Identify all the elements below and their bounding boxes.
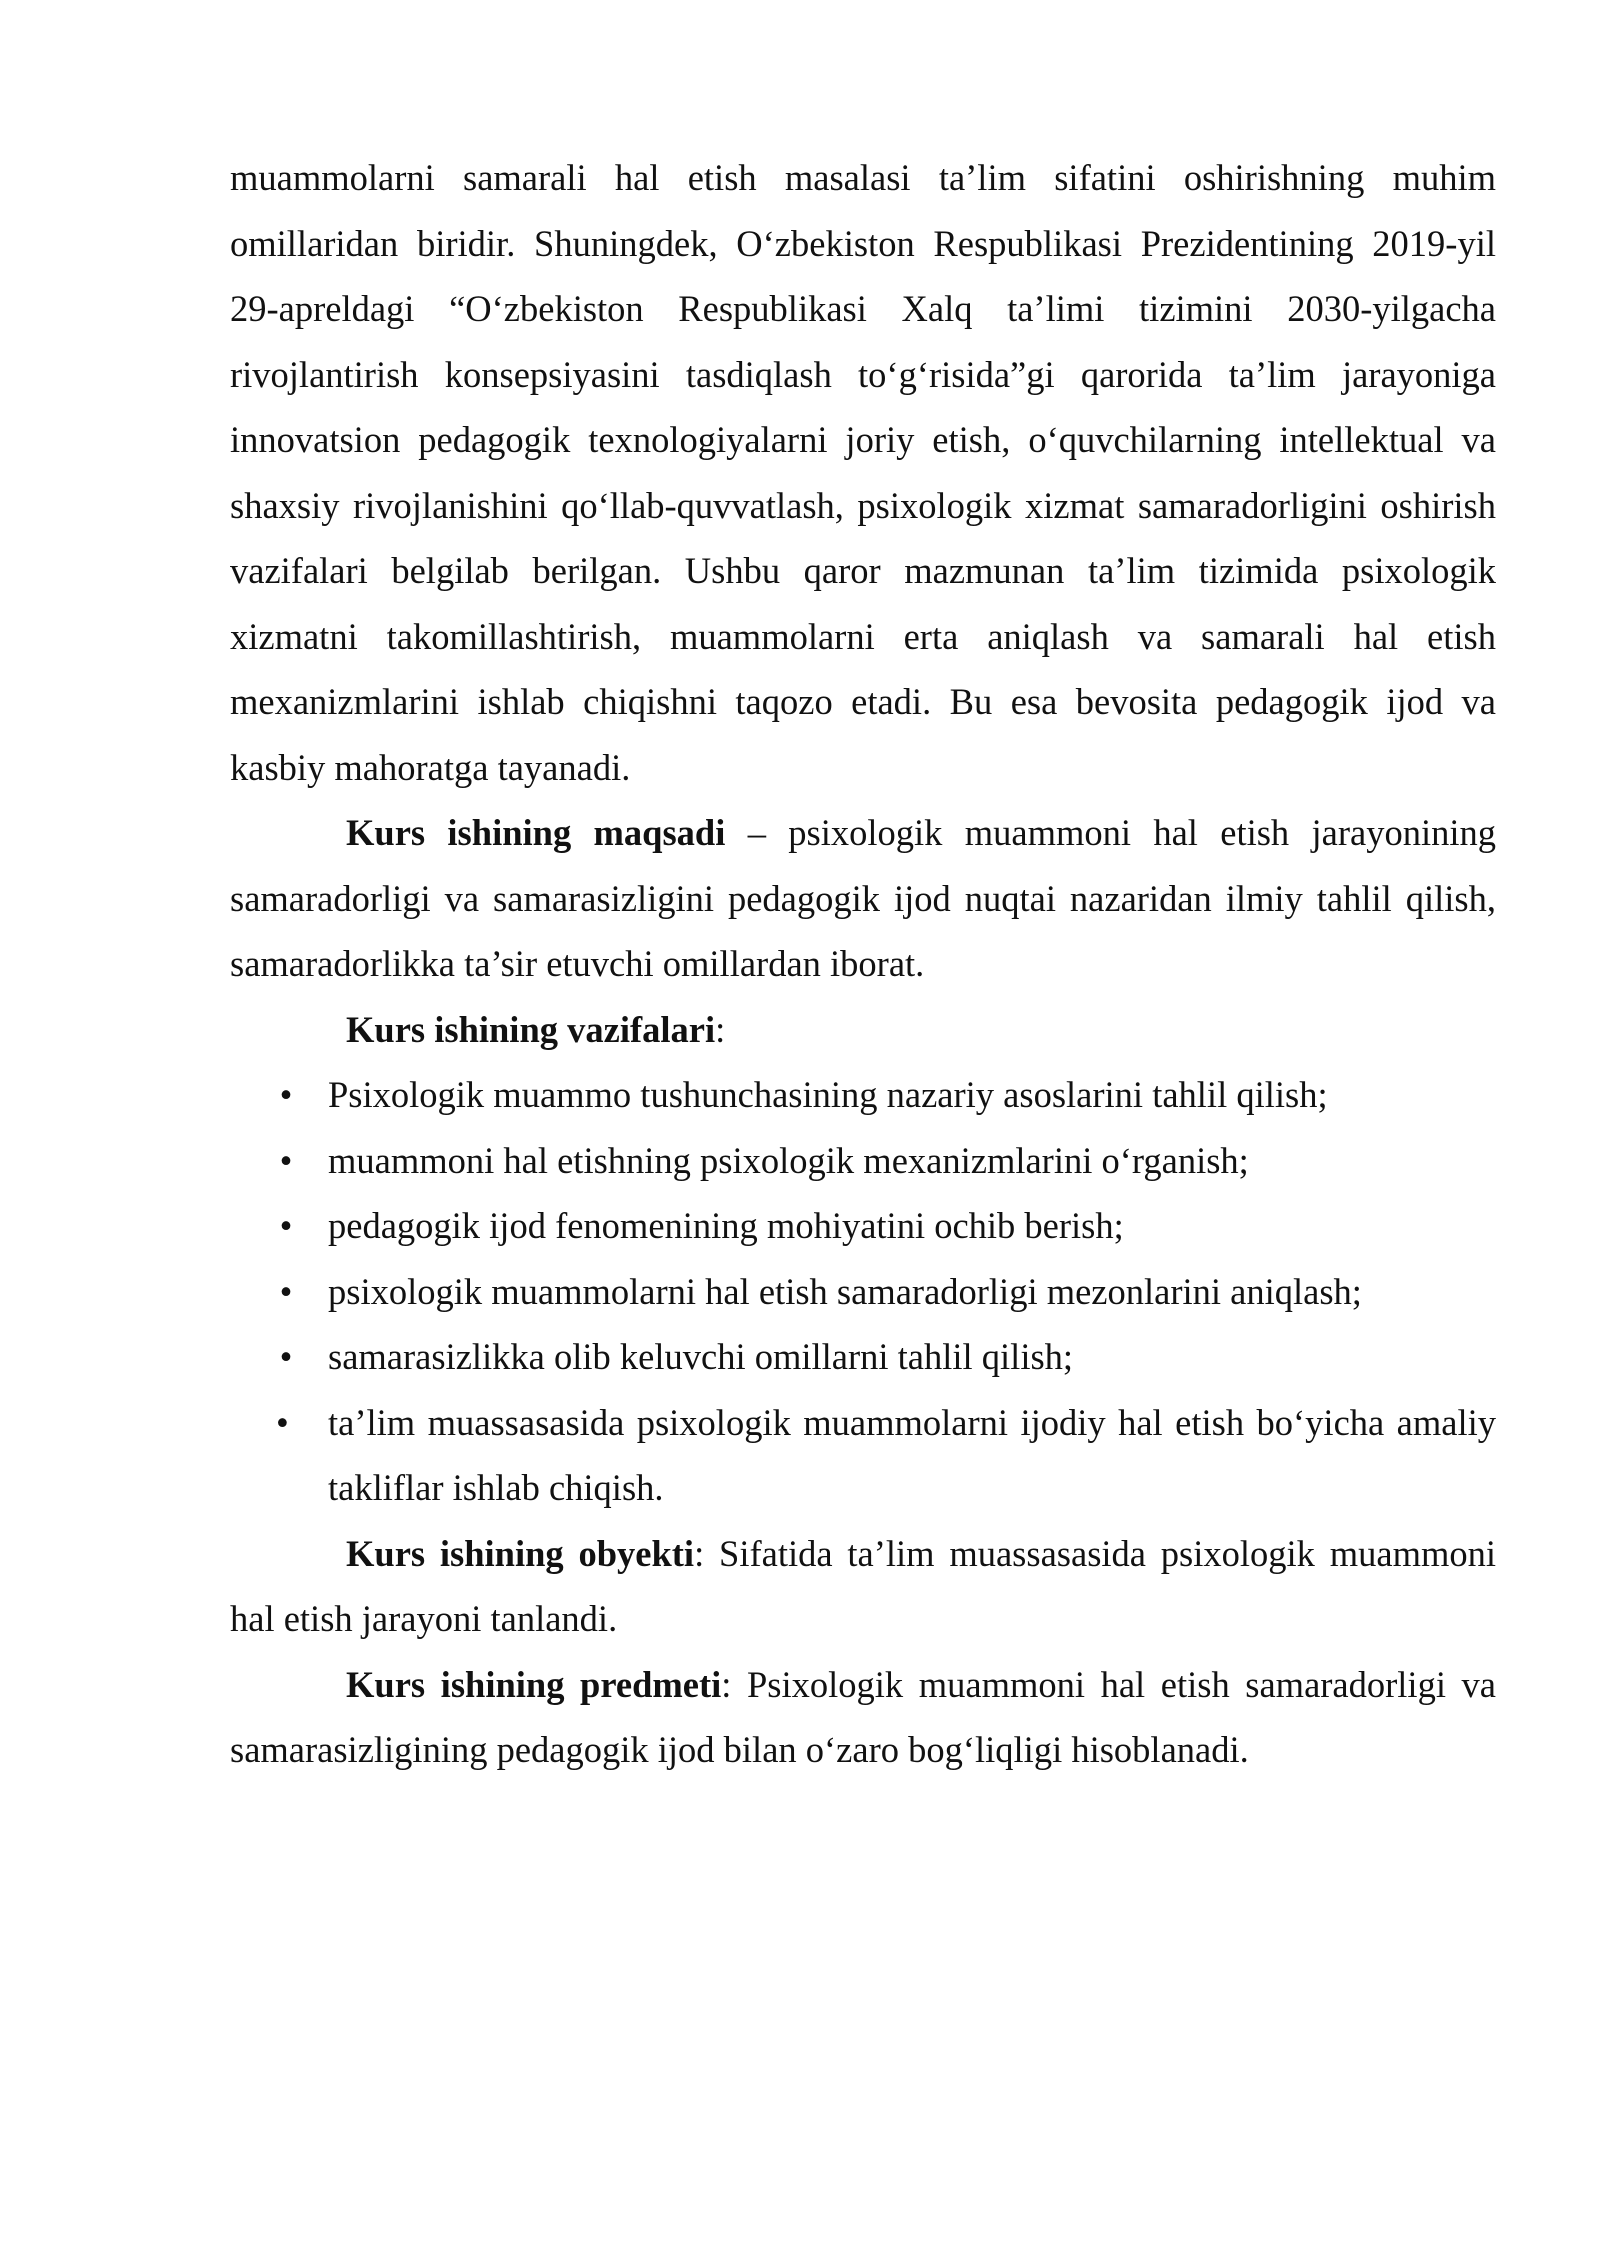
list-item xyxy=(230,1062,1496,1128)
subject-text: : Psixologik muammoni hal etish samaradorligi va samarasizligining pedagogik ijod bilan o‘zaro bog‘liqligi hisoblanadi. xyxy=(230,1663,1496,1770)
document-page xyxy=(230,145,1496,1783)
list-item-text: samarasizlikka olib keluvchi omillarni tahlil qilish; xyxy=(328,1336,1074,1377)
list-item-text: muammoni hal etishning psixologik mexanizmlarini o‘rganish; xyxy=(328,1139,1249,1181)
list-item-text: psixologik muammolarni hal etish samaradorligi mezonlarini aniqlash; xyxy=(328,1270,1362,1312)
subject-paragraph xyxy=(230,1652,1496,1783)
bullet-icon: • xyxy=(276,1401,289,1443)
object-paragraph xyxy=(230,1521,1496,1652)
intro-paragraph: muammolarni samarali hal etish masalasi ta’lim sifatini oshirishning muhim omillaridan biridir. Shuningdek, O‘zbekiston Respublikasi Prezidentining 2019-yil 29-apreldagi “O‘zbekiston Respublikasi Xalq ta’limi tizimini 2030-yilgacha rivojlantirish konsepsiyasini tasdiqlash to‘g‘risida”gi qarorida ta’lim jarayoniga innovatsion pedagogik texnologiyalarni joriy etish, o‘quvchilarning intellektual va shaxsiy rivojlanishini qo‘llab-quvvatlash, psixologik xizmat samaradorligini oshirish vazifalari belgilab berilgan. Ushbu qaror mazmunan ta’lim tizimida psixologik xizmatni takomillashtirish, muammolarni erta aniqlash va samarali hal etish mexanizmlarini ishlab chiqishni taqozo etadi. Bu esa bevosita pedagogik ijod va kasbiy mahoratga tayanadi. xyxy=(230,157,1496,788)
bullet-icon: • xyxy=(279,1205,293,1246)
list-item-text: Psixologik muammo tushunchasining nazariy asoslarini tahlil qilish; xyxy=(328,1074,1328,1115)
object-text: : Sifatida ta’lim muassasasida psixologik muammoni hal etish jarayoni tanlandi. xyxy=(230,1532,1496,1639)
list-item xyxy=(230,1128,1496,1194)
goal-text: – psixologik muammoni hal etish jarayonining samaradorligi va samarasizligini pedagogik ijod nuqtai nazaridan ilmiy tahlil qilish, samaradorlikka ta’sir etuvchi omillardan iborat. xyxy=(230,812,1496,984)
list-item-text: ta’lim muassasasida psixologik muammolarni ijodiy hal etish bo‘yicha amaliy takliflar ishlab chiqish. xyxy=(328,1401,1496,1508)
list-item xyxy=(230,1390,1496,1521)
bullet-icon: • xyxy=(279,1270,293,1312)
list-item xyxy=(230,1193,1496,1259)
bullet-icon: • xyxy=(279,1074,293,1115)
tasks-list xyxy=(230,1062,1496,1521)
goal-paragraph xyxy=(230,800,1496,997)
tasks-heading xyxy=(230,997,1496,1063)
bullet-icon: • xyxy=(279,1336,293,1377)
object-label: Kurs ishining obyekti xyxy=(346,1532,695,1574)
list-item xyxy=(230,1259,1496,1325)
subject-label: Kurs ishining predmeti xyxy=(346,1663,722,1705)
tasks-label: Kurs ishining vazifalari xyxy=(346,1008,716,1050)
list-item xyxy=(230,1324,1496,1390)
goal-label: Kurs ishining maqsadi xyxy=(346,812,726,853)
list-item-text: pedagogik ijod fenomenining mohiyatini ochib berish; xyxy=(328,1205,1124,1246)
bullet-icon: • xyxy=(279,1139,293,1181)
tasks-label-suffix: : xyxy=(715,1008,726,1050)
